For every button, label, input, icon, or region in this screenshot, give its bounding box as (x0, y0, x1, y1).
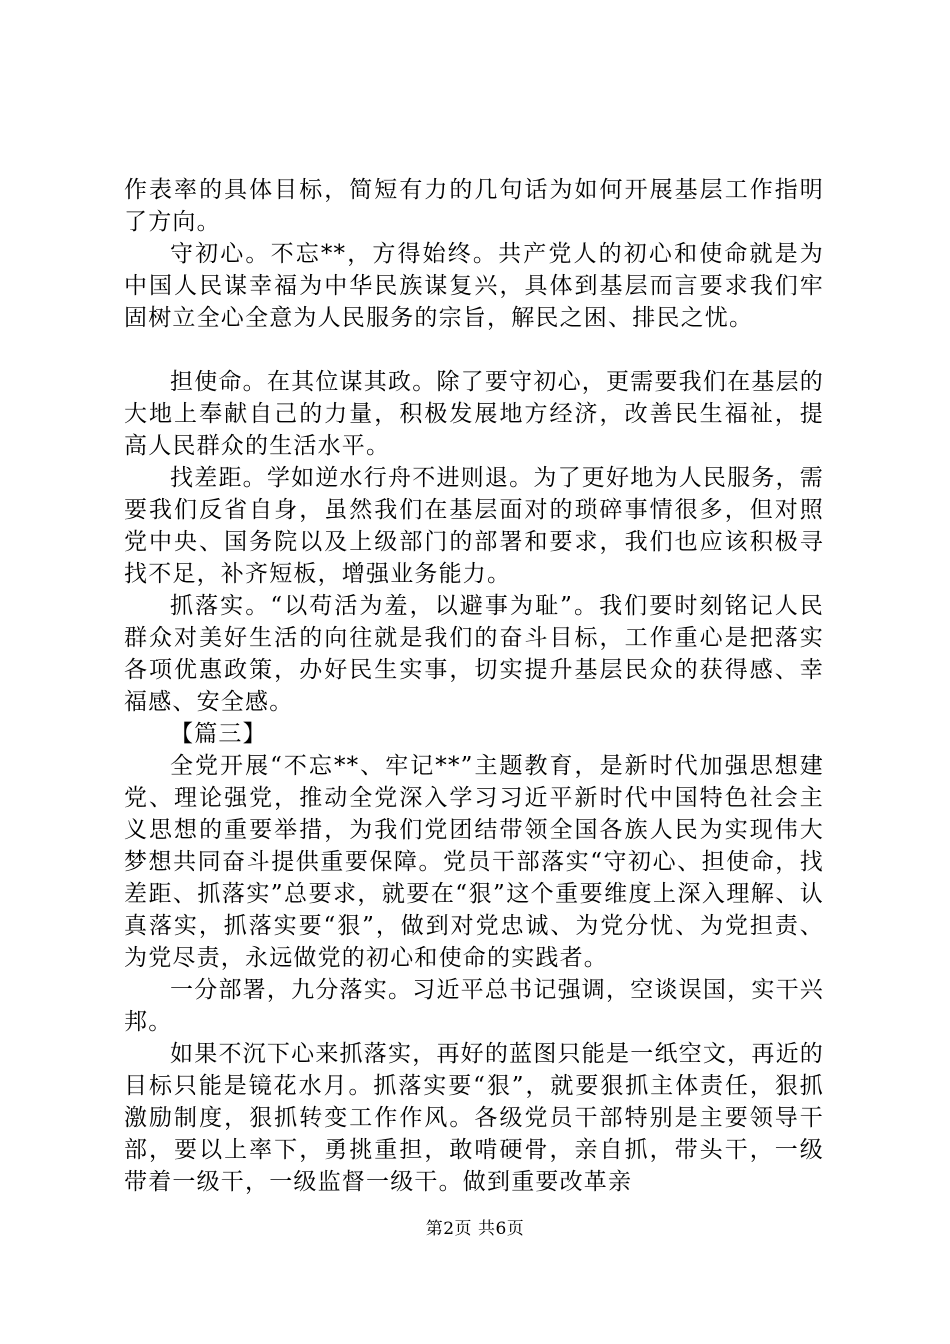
paragraph-shou-chuxin: 守初心。不忘**，方得始终。共产党人的初心和使命就是为中国人民谋幸福为中华民族谋复兴，具体到基层而言要求我们牢固树立全心全意为人民服务的宗旨，解民之困、排民之忧。 (124, 241, 824, 331)
paragraph-zhao-chaju: 找差距。学如逆水行舟不进则退。为了更好地为人民服务，需要我们反省自身，虽然我们在基层面对的琐碎事情很多，但对照党中央、国务院以及上级部门的部署和要求，我们也应该积极寻找不足，补齐短板，增强业务能力。 (124, 465, 824, 587)
paragraph-zhua-luoshi: 抓落实。“以苟活为羞，以避事为耻”。我们要时刻铭记人民群众对美好生活的向往就是我们的奋斗目标，工作重心是把落实各项优惠政策，办好民生实事，切实提升基层民众的获得感、幸福感、安全感。 (124, 593, 824, 715)
page-number: 第2页 共6页 (425, 1219, 525, 1239)
paragraph-dan-shiming: 担使命。在其位谋其政。除了要守初心，更需要我们在基层的大地上奉献自己的力量，积极发展地方经济，改善民生福祉，提高人民群众的生活水平。 (124, 369, 824, 459)
paragraph-yifen-bushu: 一分部署，九分落实。习近平总书记强调，空谈误国，实干兴邦。 (124, 977, 824, 1035)
paragraph-ruguo: 如果不沉下心来抓落实，再好的蓝图只能是一纸空文，再近的目标只能是镜花水月。抓落实要“狠”，就要狠抓主体责任，狠抓激励制度，狠抓转变工作作风。各级党员干部特别是主要领导干部，要以上率下，勇挑重担，敢啃硬骨，亲自抓，带头干，一级带着一级干，一级监督一级干。做到重要改革亲 (124, 1041, 824, 1195)
document-body (124, 174, 824, 1198)
paragraph-section-three-intro: 全党开展“不忘**、牢记**”主题教育，是新时代加强思想建党、理论强党，推动全党深入学习习近平新时代中国特色社会主义思想的重要举措，为我们党团结带领全国各族人民为实现伟大梦想共同奋斗提供重要保障。党员干部落实“守初心、担使命，找差距、抓落实”总要求，就要在“狠”这个重要维度上深入理解、认真落实，抓落实要“狠”，做到对党忠诚、为党分忧、为党担责、为党尽责，永远做党的初心和使命的实践者。 (124, 753, 824, 971)
section-heading: 【篇三】 (170, 721, 267, 747)
paragraph-continuation: 作表率的具体目标，简短有力的几句话为如何开展基层工作指明了方向。 (124, 177, 824, 235)
